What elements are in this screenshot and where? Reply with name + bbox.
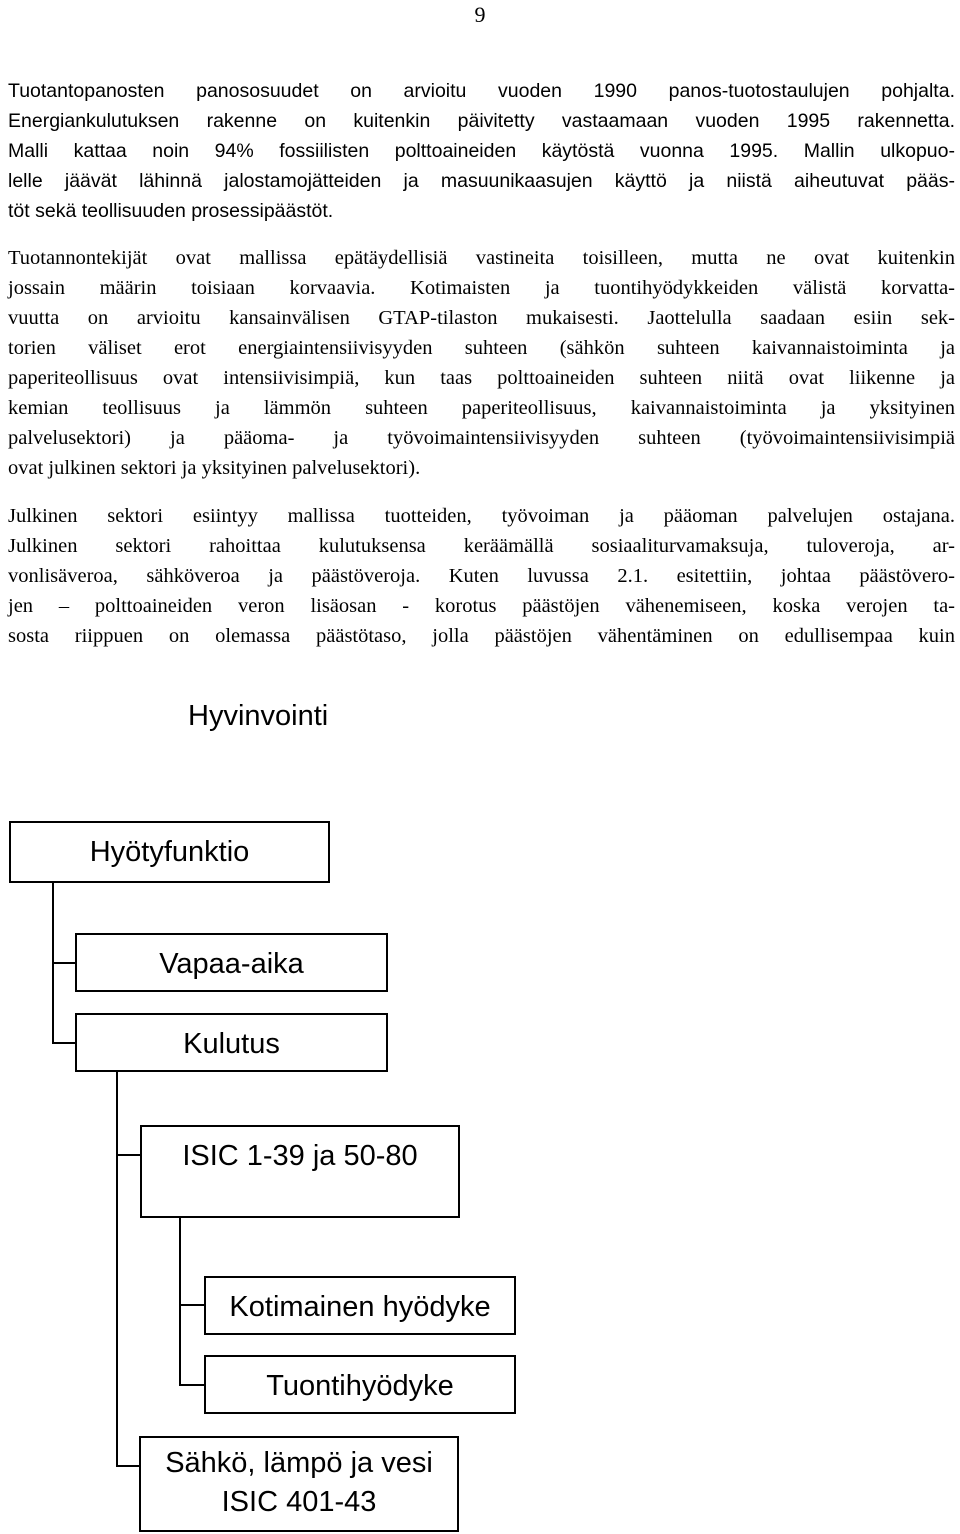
- box-hyotyfunktio: Hyötyfunktio: [9, 821, 330, 883]
- box-vapaa-aika: Vapaa-aika: [75, 933, 388, 992]
- text-line: Energiankulutuksen rakenne on kuitenkin päivitetty vastaamaan vuoden 1995 rakennetta.: [8, 110, 955, 132]
- connector-line: [52, 1042, 76, 1044]
- connector-line: [179, 1304, 205, 1306]
- text-line: torien väliset erot energiaintensiivisyyden suhteen (sähkön suhteen kaivannaistoiminta ja: [8, 337, 955, 359]
- text-line: vuutta on arvioitu kansainvälisen GTAP-tilaston mukaisesti. Jaottelulla saadaan esiin sek-: [8, 307, 955, 329]
- paragraph-2: [8, 243, 955, 483]
- paragraph-1: [8, 76, 955, 226]
- diagram-title: Hyvinvointi: [188, 700, 329, 732]
- text-line: jen – polttoaineiden veron lisäosan - korotus päästöjen vähenemiseen, koska verojen ta-: [8, 595, 955, 617]
- text-line: kemian teollisuus ja lämmön suhteen paperiteollisuus, kaivannaistoiminta ja yksityinen: [8, 397, 955, 419]
- connector-line: [179, 1216, 181, 1386]
- text-line: vonlisäveroa, sähköveroa ja päästöveroja. Kuten luvussa 2.1. esitettiin, johtaa päästövero-: [8, 565, 955, 587]
- paragraph-3: [8, 501, 955, 651]
- text-line: paperiteollisuus ovat intensiivisimpiä, kun taas polttoaineiden suhteen niitä ovat liikenne ja: [8, 367, 955, 389]
- text-line: Julkinen sektori rahoittaa kulutuksensa keräämällä sosiaaliturvamaksuja, tuloveroja, ar-: [8, 535, 955, 557]
- box-isic: ISIC 1-39 ja 50-80: [140, 1125, 460, 1218]
- connector-line: [116, 1154, 141, 1156]
- text-line: ovat julkinen sektori ja yksityinen palvelusektori).: [8, 457, 421, 479]
- box-tuontihyodyke: Tuontihyödyke: [204, 1355, 516, 1414]
- text-line: lelle jäävät lähinnä jalostamojätteiden ja masuunikaasujen käyttö ja niistä aiheutuvat pääs-: [8, 170, 955, 192]
- box-sahko-lampo-vesi: [139, 1436, 459, 1532]
- text-line: palvelusektori) ja pääoma- ja työvoimaintensiivisyyden suhteen (työvoimaintensiivisimpiä: [8, 427, 955, 449]
- connector-line: [116, 1070, 118, 1467]
- text-line: sosta riippuen on olemassa päästötaso, jolla päästöjen vähentäminen on edullisempaa kuin: [8, 625, 955, 647]
- box-kulutus: Kulutus: [75, 1013, 388, 1072]
- box-sahko-line2: ISIC 401-43: [221, 1486, 377, 1518]
- text-line: Tuotantopanosten panososuudet on arvioitu vuoden 1990 panos-tuotostaulujen pohjalta.: [8, 80, 955, 102]
- connector-line: [179, 1384, 205, 1386]
- text-line: Malli kattaa noin 94% fossiilisten polttoaineiden käytöstä vuonna 1995. Mallin ulkopuo-: [8, 140, 955, 162]
- box-sahko-line1: Sähkö, lämpö ja vesi: [165, 1447, 433, 1479]
- connector-line: [52, 962, 76, 964]
- text-line: jossain määrin toisiaan korvaavia. Kotimaisten ja tuontihyödykkeiden välistä korvatta-: [8, 277, 955, 299]
- text-line: Tuotannontekijät ovat mallissa epätäydellisiä vastineita toisilleen, mutta ne ovat kuitenkin: [8, 247, 955, 269]
- text-line: Julkinen sektori esiintyy mallissa tuotteiden, työvoiman ja pääoman palvelujen ostajana.: [8, 505, 955, 527]
- connector-line: [116, 1465, 140, 1467]
- page-number: 9: [474, 2, 486, 27]
- box-kotimainen-hyodyke: Kotimainen hyödyke: [204, 1276, 516, 1335]
- text-line: töt sekä teollisuuden prosessipäästöt.: [8, 200, 334, 222]
